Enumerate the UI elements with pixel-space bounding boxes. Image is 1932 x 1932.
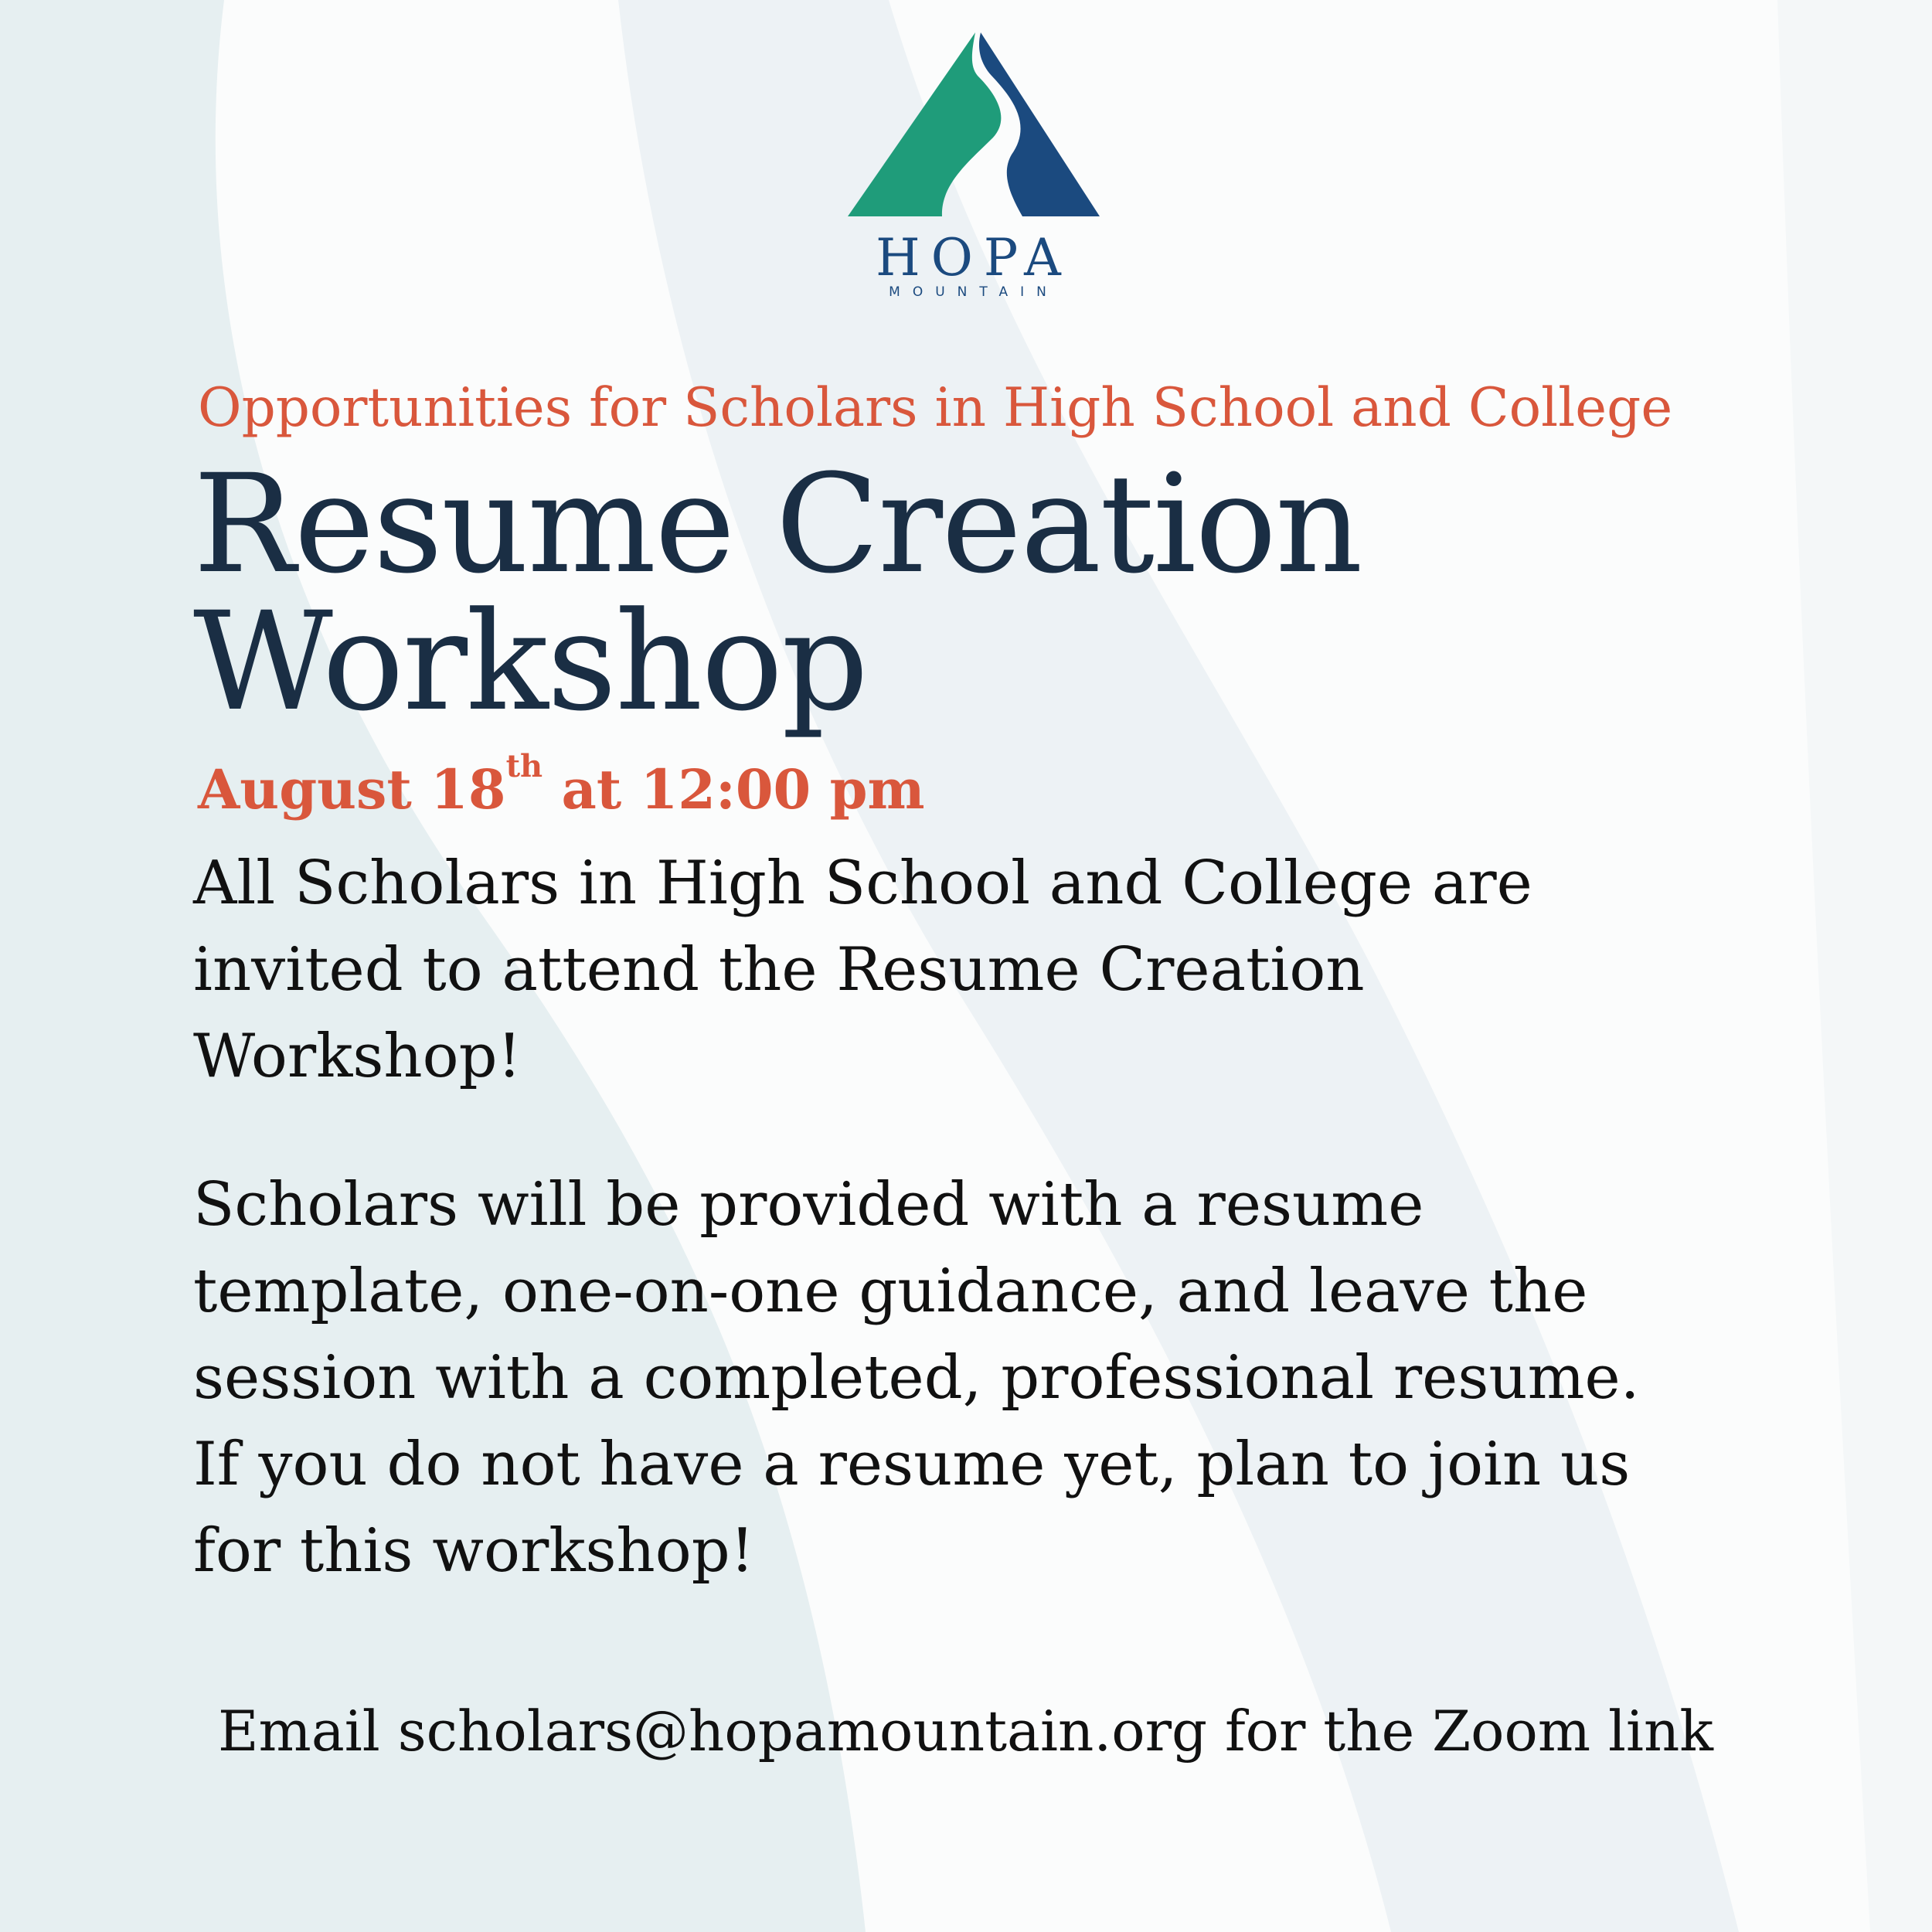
event-subtitle: Opportunities for Scholars in High School and College — [198, 377, 1673, 439]
intro-paragraph — [193, 840, 1532, 1100]
intro-line: Workshop! — [193, 1022, 522, 1091]
details-line: for this workshop! — [193, 1516, 755, 1586]
details-line: template, one-on-one guidance, and leave the — [193, 1257, 1588, 1326]
mountain-icon-left-face — [848, 32, 1001, 216]
event-title-line: Workshop — [193, 583, 867, 741]
mountain-icon — [848, 32, 1100, 216]
logo-wordmark: HOPA — [876, 228, 1072, 287]
logo-subline: MOUNTAIN — [889, 284, 1059, 300]
intro-line: All Scholars in High School and College are — [193, 849, 1532, 918]
event-date: August 18 — [198, 757, 506, 821]
hopa-mountain-logo — [846, 29, 1101, 300]
event-title-line: Resume Creation — [193, 445, 1362, 604]
event-title — [193, 445, 1362, 741]
details-paragraph — [193, 1162, 1640, 1594]
background-wave-right — [1777, 0, 1932, 1932]
details-line: If you do not have a resume yet, plan to join us — [193, 1430, 1631, 1499]
details-line: Scholars will be provided with a resume — [193, 1170, 1424, 1240]
contact-line: Email scholars@hopamountain.org for the Zoom link — [218, 1699, 1714, 1764]
event-time: at 12:00 pm — [543, 757, 925, 821]
intro-line: invited to attend the Resume Creation — [193, 935, 1365, 1005]
event-date-suffix: th — [505, 748, 543, 784]
details-line: session with a completed, professional resume. — [193, 1343, 1640, 1413]
event-date-time — [198, 748, 925, 822]
